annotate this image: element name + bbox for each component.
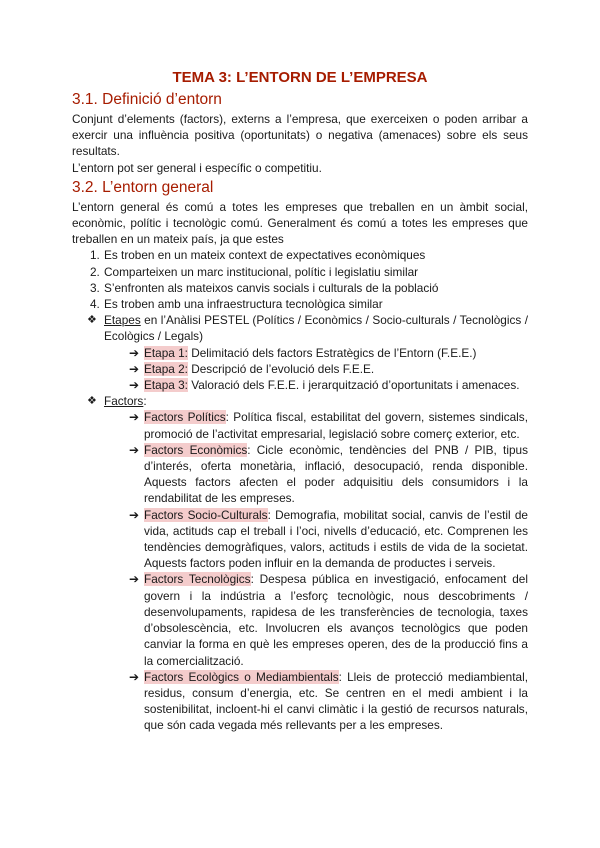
etapa-label: Etapa 2: bbox=[144, 361, 188, 376]
numbered-list bbox=[72, 247, 528, 312]
factor-text: : Demografia, mobilitat social, canvis de l’estil de vida, actituds cap el treball i l’oci, nivells d’educació, etc. Comprenen les tendències demogràfiques, valors, actituds i estils de vida de la societat. Aquests factors poden influir en la demanda de productes i serveis. bbox=[144, 507, 528, 571]
etapa-item bbox=[72, 361, 528, 377]
bullet-factors bbox=[72, 393, 528, 409]
paragraph-tipus-entorn: L’entorn pot ser general i específic o competitiu. bbox=[72, 160, 322, 175]
section-heading-definicio: 3.1. Definició d’entorn bbox=[72, 91, 222, 108]
paragraph-entorn-general: L’entorn general és comú a totes les empreses que treballen en un àmbit social, econòmic, polític i tecnològic comú. Generalment és comú a totes les empreses que treballen en un mateix país, ja que estes bbox=[72, 199, 528, 247]
etapa-item bbox=[72, 377, 528, 393]
arrow-bullet-icon: ➔ bbox=[129, 345, 139, 360]
factor-text: : Despesa pública en investigació, enfocament del govern i la indústria a l’esforç tecnològic, nous descobriments / desenvolupaments, rapidesa de les transferències de tecnologia, taxes d’obsolescència, etc. Involucren els avanços tecnològics que poden canviar la forma en què les empreses operen, des de la producció fins a la comercialització. bbox=[144, 572, 528, 668]
factor-item bbox=[72, 409, 528, 441]
etapa-label: Etapa 3: bbox=[144, 378, 188, 393]
factor-text: : Lleis de protecció mediambiental, residus, consum d’energia, etc. Se centren en el medi ambient i la sostenibilitat, incloent-hi el canvi climàtic i la gestió de recursos naturals, que són cada vegada més rellevants per a les empreses. bbox=[144, 669, 528, 733]
list-number: 2. bbox=[90, 264, 100, 279]
factor-label: Factors Polítics bbox=[144, 410, 226, 425]
list-item-text: Comparteixen un marc institucional, polític i legislatiu similar bbox=[104, 264, 419, 279]
etapa-text: Descripció de l’evolució dels F.E.E. bbox=[187, 361, 375, 376]
factor-text: : Cicle econòmic, tendències del PNB / PIB, tipus d’interés, oferta monetària, inflació, desocupació, renda disponible. Aquests factors afecten el poder adquisitiu dels consumidors i la rendabilitat de les empreses. bbox=[144, 442, 528, 506]
factors-label: Factors bbox=[104, 394, 144, 409]
factor-item bbox=[72, 507, 528, 572]
factor-label: Factors Econòmics bbox=[144, 442, 248, 457]
factor-item bbox=[72, 669, 528, 734]
arrow-bullet-icon: ➔ bbox=[129, 669, 139, 684]
bullet-etapes bbox=[72, 312, 528, 344]
arrow-bullet-icon: ➔ bbox=[129, 507, 139, 522]
arrow-bullet-icon: ➔ bbox=[129, 442, 139, 457]
etapa-label: Etapa 1: bbox=[144, 345, 188, 360]
list-number: 3. bbox=[90, 280, 100, 295]
list-item bbox=[72, 264, 528, 280]
factor-label: Factors Tecnològics bbox=[144, 572, 251, 587]
arrow-bullet-icon: ➔ bbox=[129, 572, 139, 587]
list-item bbox=[72, 280, 528, 296]
factor-label: Factors Socio-Culturals bbox=[144, 507, 268, 522]
list-item-text: S’enfronten als mateixos canvis socials i culturals de la població bbox=[104, 280, 439, 295]
document-page bbox=[72, 68, 528, 734]
diamond-bullet-icon: ❖ bbox=[87, 395, 97, 408]
list-item-text: Es troben en un mateix context de expectatives econòmiques bbox=[104, 248, 426, 263]
factor-item bbox=[72, 571, 528, 668]
etapa-item bbox=[72, 345, 528, 361]
list-item bbox=[72, 296, 528, 312]
list-item bbox=[72, 247, 528, 263]
etapes-text: en l’Anàlisi PESTEL (Polítics / Econòmics / Socio-culturals / Tecnològics / Ecològics / Legals) bbox=[104, 313, 528, 344]
factor-item bbox=[72, 442, 528, 507]
factors-suffix: : bbox=[143, 394, 147, 409]
etapa-text: Valoració dels F.E.E. i jerarquització d’oportunitats i amenaces. bbox=[187, 378, 520, 393]
factor-text: : Política fiscal, estabilitat del govern, sistemes sindicals, promoció de l’activitat empresarial, legislació sobre comerç exterior, etc. bbox=[144, 410, 528, 441]
list-number: 1. bbox=[90, 248, 100, 263]
paragraph-definicio: Conjunt d’elements (factors), externs a l’empresa, que exerceixen o poden arribar a exercir una influència positiva (oportunitats) o negativa (amenaces) sobre els seus resultats. bbox=[72, 112, 528, 159]
list-number: 4. bbox=[90, 297, 100, 312]
arrow-bullet-icon: ➔ bbox=[129, 410, 139, 425]
section-heading-entorn-general: 3.2. L’entorn general bbox=[72, 178, 214, 196]
arrow-bullet-icon: ➔ bbox=[129, 378, 139, 393]
factor-label: Factors Ecològics o Mediambientals bbox=[144, 669, 339, 684]
etapa-text: Delimitació dels factors Estratègics de l’Entorn (F.E.E.) bbox=[187, 345, 477, 360]
arrow-bullet-icon: ➔ bbox=[129, 361, 139, 376]
page-title: TEMA 3: L’ENTORN DE L’EMPRESA bbox=[172, 69, 428, 86]
list-item-text: Es troben amb una infraestructura tecnològica similar bbox=[104, 297, 383, 312]
etapes-label: Etapes bbox=[104, 313, 141, 328]
diamond-bullet-icon: ❖ bbox=[87, 314, 97, 327]
